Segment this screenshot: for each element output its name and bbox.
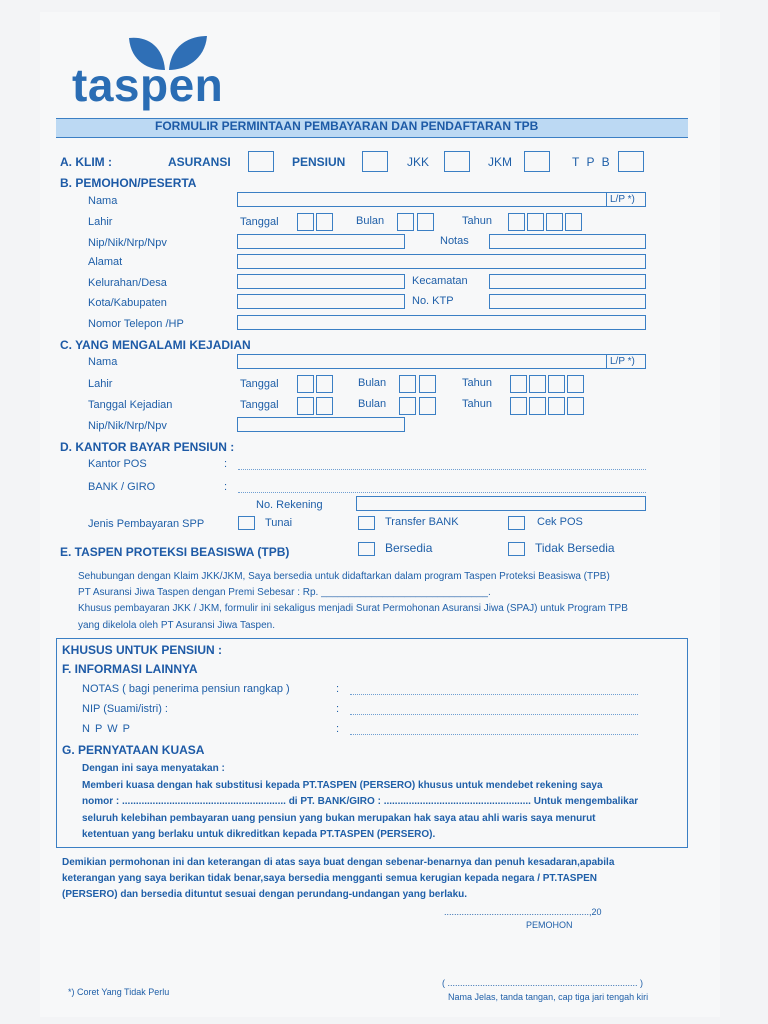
c-tanggal-label: Tanggal bbox=[240, 378, 279, 390]
b-bulan-cell[interactable] bbox=[397, 213, 414, 231]
tidak-bersedia-label: Tidak Bersedia bbox=[535, 541, 615, 555]
d-bank-field[interactable] bbox=[238, 491, 646, 493]
form-title: FORMULIR PERMINTAAN PEMBAYARAN DAN PENDAFTARAN TPB bbox=[155, 119, 539, 133]
declaration-line: (PERSERO) dan bersedia dituntut sesuai dengan perundang-undangan yang berlaku. bbox=[62, 889, 468, 900]
cekpos-checkbox[interactable] bbox=[508, 516, 525, 530]
option-jkk-label: JKK bbox=[407, 155, 430, 169]
option-asuransi-label: ASURANSI bbox=[168, 155, 231, 169]
c-tgl-kejadian-label: Tanggal Kejadian bbox=[88, 399, 173, 411]
jkm-checkbox[interactable] bbox=[524, 151, 550, 172]
c-nip-label: Nip/Nik/Nrp/Npv bbox=[88, 420, 167, 432]
section-f-label: F. INFORMASI LAINNYA bbox=[62, 662, 198, 676]
c-bulan-cell[interactable] bbox=[419, 375, 436, 393]
b-tahun-cell[interactable] bbox=[546, 213, 563, 231]
g-line: nomor : ........................................................... di PT. BANK/GIRO : ..................................................... Untuk mengembalikar bbox=[82, 796, 639, 807]
b-kelurahan-field[interactable] bbox=[237, 274, 405, 289]
g-line: Memberi kuasa dengan hak substitusi kepada PT.TASPEN (PERSERO) khusus untuk mendebet rekening saya bbox=[82, 780, 603, 791]
f-npwp-field[interactable] bbox=[350, 733, 638, 735]
c-kejadian-bulan-label: Bulan bbox=[358, 398, 387, 410]
b-tahun-label: Tahun bbox=[462, 215, 492, 227]
c-kejadian-tahun-cell[interactable] bbox=[548, 397, 565, 415]
c-tahun-label: Tahun bbox=[462, 377, 492, 389]
section-g-label: G. PERNYATAAN KUASA bbox=[62, 743, 205, 757]
section-a-label: A. KLIM : bbox=[60, 155, 112, 169]
transfer-label: Transfer BANK bbox=[385, 516, 459, 528]
section-d-label: D. KANTOR BAYAR PENSIUN : bbox=[60, 440, 235, 454]
b-kota-label: Kota/Kabupaten bbox=[88, 297, 167, 309]
cekpos-label: Cek POS bbox=[537, 516, 583, 528]
bersedia-label: Bersedia bbox=[385, 541, 433, 555]
b-telepon-field[interactable] bbox=[237, 315, 646, 330]
b-kelurahan-label: Kelurahan/Desa bbox=[88, 277, 167, 289]
b-lp-label: L/P *) bbox=[610, 194, 635, 205]
b-ktp-label: No. KTP bbox=[412, 295, 454, 307]
c-tanggal-cell[interactable] bbox=[297, 375, 314, 393]
c-nama-label: Nama bbox=[88, 356, 118, 368]
declaration-line: Demikian permohonan ini dan keterangan di atas saya buat dengan sebenar-benarnya dan penuh kesadaran,apabila bbox=[62, 857, 615, 868]
tunai-label: Tunai bbox=[265, 517, 293, 529]
e-paragraph-line: PT Asuransi Jiwa Taspen dengan Premi Sebesar : Rp. ______________________________. bbox=[78, 587, 491, 598]
signature-date: ..........................................................,20 bbox=[444, 907, 602, 917]
tunai-checkbox[interactable] bbox=[238, 516, 255, 530]
section-e-label: E. TASPEN PROTEKSI BEASISWA (TPB) bbox=[60, 545, 290, 559]
c-kejadian-tanggal-label: Tanggal bbox=[240, 399, 279, 411]
f-notas-label: NOTAS ( bagi penerima pensiun rangkap ) bbox=[82, 683, 290, 695]
b-lahir-label: Lahir bbox=[88, 216, 113, 228]
declaration-line: keterangan yang saya berikan tidak benar,saya bersedia mengganti semua kerugian kepada negara / PT.TASPEN bbox=[62, 873, 598, 884]
b-ktp-field[interactable] bbox=[489, 294, 646, 309]
g-line: seluruh kelebihan pembayaran uang pensiun yang bukan merupakan hak saya atau ahli waris saya menurut bbox=[82, 813, 596, 824]
footnote: *) Coret Yang Tidak Perlu bbox=[68, 987, 170, 997]
c-lahir-label: Lahir bbox=[88, 378, 113, 390]
b-kecamatan-label: Kecamatan bbox=[412, 275, 468, 287]
c-tanggal-cell[interactable] bbox=[316, 375, 333, 393]
d-bank-colon: : bbox=[224, 481, 228, 493]
f-nip-field[interactable] bbox=[350, 713, 638, 715]
b-tahun-cell[interactable] bbox=[565, 213, 582, 231]
b-tanggal-cell[interactable] bbox=[297, 213, 314, 231]
c-kejadian-tanggal-cell[interactable] bbox=[297, 397, 314, 415]
b-telepon-label: Nomor Telepon /HP bbox=[88, 318, 184, 330]
g-line: Dengan ini saya menyatakan : bbox=[82, 763, 225, 774]
c-kejadian-tahun-cell[interactable] bbox=[567, 397, 584, 415]
f-notas-field[interactable] bbox=[350, 693, 638, 695]
b-nip-field[interactable] bbox=[237, 234, 405, 249]
d-rekening-field[interactable] bbox=[356, 496, 646, 511]
c-bulan-cell[interactable] bbox=[399, 375, 416, 393]
b-nama-field[interactable] bbox=[237, 192, 607, 207]
c-kejadian-bulan-cell[interactable] bbox=[399, 397, 416, 415]
b-notas-field[interactable] bbox=[489, 234, 646, 249]
b-tanggal-cell[interactable] bbox=[316, 213, 333, 231]
option-jkm-label: JKM bbox=[488, 155, 512, 169]
option-pensiun-label: PENSIUN bbox=[292, 155, 346, 169]
tidak-bersedia-checkbox[interactable] bbox=[508, 542, 525, 556]
b-alamat-field[interactable] bbox=[237, 254, 646, 269]
b-kecamatan-field[interactable] bbox=[489, 274, 646, 289]
bersedia-checkbox[interactable] bbox=[358, 542, 375, 556]
c-kejadian-tahun-label: Tahun bbox=[462, 398, 492, 410]
c-nip-field[interactable] bbox=[237, 417, 405, 432]
signature-bracket: ( ............................................................................ ) bbox=[442, 978, 644, 988]
c-nama-field[interactable] bbox=[237, 354, 607, 369]
f-nip-label: NIP (Suami/istri) : bbox=[82, 703, 168, 715]
c-kejadian-tahun-cell[interactable] bbox=[510, 397, 527, 415]
b-kota-field[interactable] bbox=[237, 294, 405, 309]
c-kejadian-tahun-cell[interactable] bbox=[529, 397, 546, 415]
d-bank-label: BANK / GIRO bbox=[88, 481, 156, 493]
g-line: ketentuan yang berlaku untuk dikreditkan kepada PT.TASPEN (PERSERO). bbox=[82, 829, 436, 840]
c-tahun-cell[interactable] bbox=[548, 375, 565, 393]
b-tahun-cell[interactable] bbox=[527, 213, 544, 231]
jkk-checkbox[interactable] bbox=[444, 151, 470, 172]
d-pos-colon: : bbox=[224, 458, 228, 470]
signature-caption: Nama Jelas, tanda tangan, cap tiga jari tengah kiri bbox=[448, 992, 649, 1002]
khusus-label: KHUSUS UNTUK PENSIUN : bbox=[62, 643, 223, 657]
pemohon-label: PEMOHON bbox=[526, 920, 573, 930]
b-nama-label: Nama bbox=[88, 195, 118, 207]
f-nip-colon: : bbox=[336, 703, 340, 715]
option-tpb-label: T P B bbox=[572, 155, 612, 169]
c-bulan-label: Bulan bbox=[358, 377, 387, 389]
c-kejadian-bulan-cell[interactable] bbox=[419, 397, 436, 415]
tpb-checkbox[interactable] bbox=[618, 151, 644, 172]
b-alamat-label: Alamat bbox=[88, 256, 123, 268]
b-nip-label: Nip/Nik/Nrp/Npv bbox=[88, 237, 167, 249]
section-c-label: C. YANG MENGALAMI KEJADIAN bbox=[60, 338, 251, 352]
e-paragraph-line: Khusus pembayaran JKK / JKM, formulir ini sekaligus menjadi Surat Permohonan Asuransi Jiwa (SPAJ) untuk Program TPB bbox=[78, 603, 628, 614]
c-lp-label: L/P *) bbox=[610, 356, 635, 367]
pensiun-checkbox[interactable] bbox=[362, 151, 388, 172]
c-tahun-cell[interactable] bbox=[510, 375, 527, 393]
c-tahun-cell[interactable] bbox=[567, 375, 584, 393]
section-b-label: B. PEMOHON/PESERTA bbox=[60, 176, 197, 190]
f-notas-colon: : bbox=[336, 683, 340, 695]
c-tahun-cell[interactable] bbox=[529, 375, 546, 393]
f-npwp-label: N P W P bbox=[82, 723, 131, 735]
f-npwp-colon: : bbox=[336, 723, 340, 735]
b-tahun-cell[interactable] bbox=[508, 213, 525, 231]
d-pos-label: Kantor POS bbox=[88, 458, 147, 470]
taspen-logo-text: taspen bbox=[72, 59, 224, 111]
b-tanggal-label: Tanggal bbox=[240, 216, 279, 228]
d-rekening-label: No. Rekening bbox=[256, 499, 323, 511]
b-notas-label: Notas bbox=[440, 235, 469, 247]
d-jenis-label: Jenis Pembayaran SPP bbox=[88, 518, 205, 530]
b-bulan-label: Bulan bbox=[356, 215, 385, 227]
e-paragraph-line: Sehubungan dengan Klaim JKK/JKM, Saya bersedia untuk didaftarkan dalam program Taspen Proteksi Beasiswa (TPB) bbox=[78, 571, 610, 582]
c-kejadian-tanggal-cell[interactable] bbox=[316, 397, 333, 415]
asuransi-checkbox[interactable] bbox=[248, 151, 274, 172]
b-bulan-cell[interactable] bbox=[417, 213, 434, 231]
transfer-checkbox[interactable] bbox=[358, 516, 375, 530]
d-pos-field[interactable] bbox=[238, 468, 646, 470]
e-paragraph-line: yang dikelola oleh PT Asuransi Jiwa Taspen. bbox=[78, 620, 275, 631]
